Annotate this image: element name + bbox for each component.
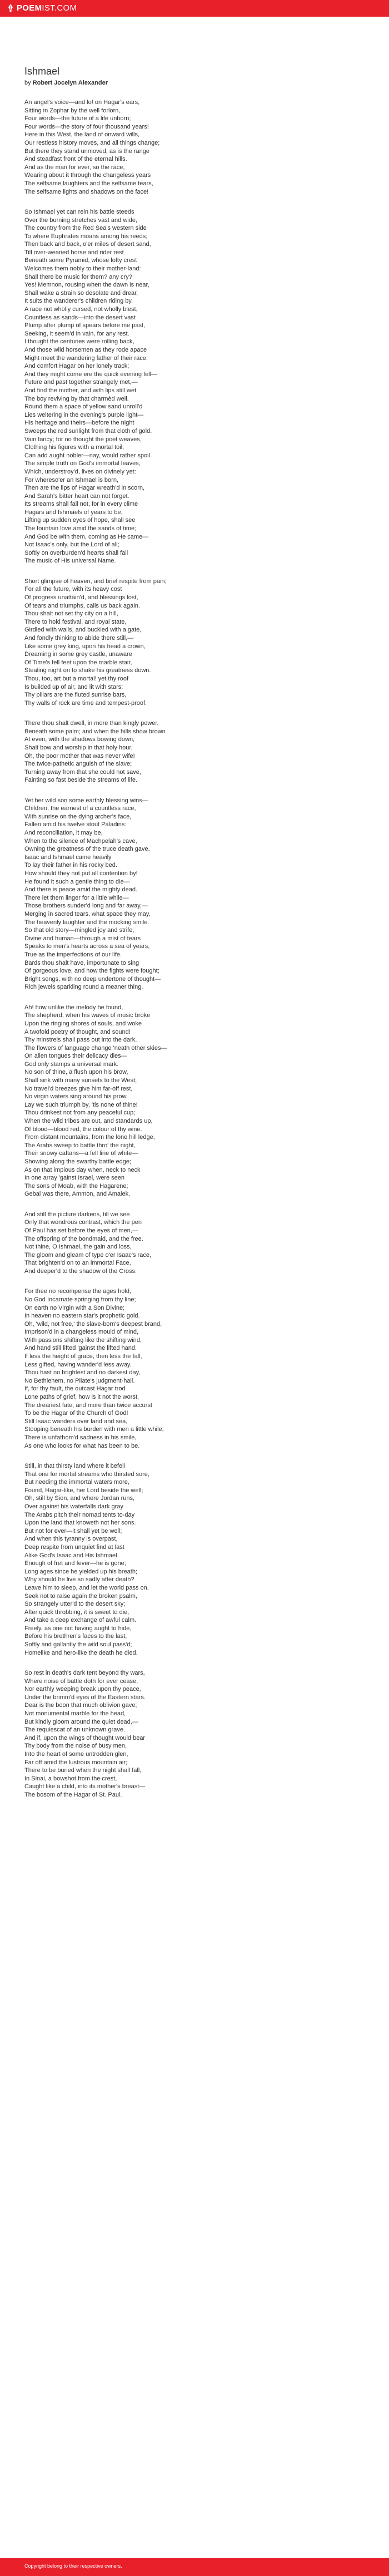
poem-line: The dreariest fate, and more than twice accurst xyxy=(24,1401,152,1409)
poem-line: Stooping beneath his burden with men a little while; xyxy=(24,1426,164,1433)
poem-line: When to the silence of Machpelah's cave, xyxy=(24,837,137,845)
poem-line: Thy body from the noise of busy men, xyxy=(24,1743,127,1750)
byline xyxy=(24,80,365,86)
poem-line: Lies weltering in the evening's purple light— xyxy=(24,411,144,418)
poem-line: And they might come ere the quick evening fell— xyxy=(24,371,158,378)
poem-line: At even, with the shadows bowing down, xyxy=(24,736,135,743)
poem-line: An angel's voice—and lo! on Hagar's ears, xyxy=(24,99,140,106)
site-header xyxy=(0,0,389,17)
quill-pen-icon xyxy=(8,4,13,12)
poem-line: I thought the centuries were rolling back, xyxy=(24,338,134,346)
poem-line: The boy reviving by that charmèd well. xyxy=(24,395,129,402)
poem-line: With passions shifting like the shifting wind, xyxy=(24,1336,142,1344)
poem-line: Then are the lips of Hagar wreath'd in scorn, xyxy=(24,485,145,492)
poem-line: Thou hast no brightest and no darkest day, xyxy=(24,1369,141,1376)
poem-line: So that old story—mingled joy and strife, xyxy=(24,927,134,934)
poem-line: Which, understroy'd, lives on divinely yet: xyxy=(24,468,136,475)
poem-line: Far off amid the lustrous mountain air; xyxy=(24,1759,128,1766)
poem-line: The gloom and gleam of type o'er Isaac's race, xyxy=(24,1251,151,1259)
stanza xyxy=(24,1287,365,1450)
poem-line: The offspring of the bondmaid, and the free. xyxy=(24,1235,143,1242)
poem-line: Girdled with walls, and buckled with a gate, xyxy=(24,626,142,634)
poem-line: Countless as sands—into the desert vast xyxy=(24,314,136,321)
poem-line: A twofold poetry of thought, and sound! xyxy=(24,1028,131,1035)
stanza xyxy=(24,208,365,565)
poem-line: Of blood—blood red, the colour of thy wine. xyxy=(24,1126,142,1133)
poem-line: Shall sink with many sunsets to the West; xyxy=(24,1077,137,1084)
poem-line: Where noise of battle doth for ever cease, xyxy=(24,1677,138,1685)
poem-line: So rest in death's dark tent beyond thy wars, xyxy=(24,1670,145,1677)
poem-line: From distant mountains, from the lone hill ledge, xyxy=(24,1134,155,1141)
poem-line: And steadfast front of the eternal hills. xyxy=(24,156,127,163)
poem-line: Hagars and Ishmaels of years to be, xyxy=(24,509,123,516)
poem-line: No travel'd breezes give him far-off rest, xyxy=(24,1085,133,1092)
poem-line: Not monumental marble for the head, xyxy=(24,1710,126,1718)
poem-line: But not for ever—it shall yet be well; xyxy=(24,1527,122,1534)
poem-line: Thy walls of rock are time and tempest-proof. xyxy=(24,699,147,707)
poem-line: God only stamps a universal mark. xyxy=(24,1060,119,1068)
poem-line: Long ages since he yielded up his breath; xyxy=(24,1568,138,1575)
poem-line: Thou, too, art but a mortal! yet thy roof xyxy=(24,675,129,682)
poem-line: The fountain love amid the sands of time; xyxy=(24,525,137,532)
poem-line: No Bethlehem, no Pilate's judgment-hall. xyxy=(24,1377,135,1384)
poem-line: Found, Hagar-like, her Lord beside the well; xyxy=(24,1487,143,1494)
poem-line: Plump after plump of spears before me past, xyxy=(24,322,146,329)
poem-line: In one array 'gainst Israel, were seen xyxy=(24,1175,125,1182)
poem-line: Sitting in Zophar by the well forlorn, xyxy=(24,107,121,114)
poem-line: Our restless history moves, and all things change; xyxy=(24,139,160,146)
poem-line: Alike God's Isaac and His Ishmael. xyxy=(24,1552,119,1559)
site-footer xyxy=(0,2558,389,2576)
poem-line: Thou shalt not set thy city on a hill, xyxy=(24,610,118,618)
poem-line: Might meet the wandering father of their race, xyxy=(24,354,148,362)
stanza xyxy=(24,1004,365,1198)
poem-line: Deep respite from unquiet find at last xyxy=(24,1543,124,1551)
poem-line: The shepherd, when his waves of music broke xyxy=(24,1012,151,1019)
poem-line: How should they not put all contention by! xyxy=(24,870,138,877)
poem-line: Thy minstrels shall pass out into the dark, xyxy=(24,1037,137,1044)
poem-line: That brighten'd on to an immortal Face, xyxy=(24,1260,131,1267)
poem-line: To be the Hagar of the Church of God! xyxy=(24,1410,128,1417)
logo-text-bold: POEM xyxy=(17,3,42,13)
poem-line: But needing the immortal waters more, xyxy=(24,1479,129,1486)
poem-line: On alien tongues their delicacy dies— xyxy=(24,1053,127,1060)
poem-line: Not thine, O Ishmael, the gain and loss, xyxy=(24,1243,132,1251)
poem-line: For thee no recompense the ages hold, xyxy=(24,1288,132,1295)
stanza xyxy=(24,578,365,708)
poem-line: Over against his waterfalls dark gray xyxy=(24,1503,123,1510)
poem-line: Less gifted, having wander'd less away. xyxy=(24,1361,132,1368)
poem-line: Enough of fret and fever—he is gone; xyxy=(24,1560,126,1567)
stanza xyxy=(24,797,365,991)
poem-line: The flowers of language change 'neath other skies— xyxy=(24,1044,167,1052)
poem-line: Welcomes them nobly to their mother-land: xyxy=(24,265,141,273)
poem-line: Oh, the poor mother that was never wife! xyxy=(24,752,135,759)
poem-line: Oh, 'wild, not free,' the slave-born's deepest brand, xyxy=(24,1320,162,1328)
poem-line: To where Euphrates moans among his reeds; xyxy=(24,233,148,240)
poem-line: There thou shalt dwell, in more than kingly power, xyxy=(24,720,159,727)
poem-line: In Sinai, a bowshot from the crest, xyxy=(24,1775,117,1782)
poem-line: For all the future, with its heavy cost xyxy=(24,586,122,593)
poem-line: Dreaming in some grey castle, unaware xyxy=(24,651,132,658)
poem-line: And Sarah's bitter heart can not forget. xyxy=(24,492,129,500)
poem-line: Its streams shall fail not, for in every clime xyxy=(24,501,138,508)
poem-line: And still the picture darkens, till we see xyxy=(24,1211,130,1218)
poem-line: And fondly thinking to abide there still,— xyxy=(24,635,134,641)
stanza xyxy=(24,1462,365,1657)
poem-line: And there is peace amid the mighty dead. xyxy=(24,886,138,894)
poem-line: Shall wake a strain so desolate and drear, xyxy=(24,289,138,297)
poem-line: Freely, as one not having aught to hide, xyxy=(24,1625,132,1632)
poem-line: For whereso'er an Ishmael is born, xyxy=(24,476,119,483)
poem-line: The sons of Moab, with the Hagarene; xyxy=(24,1182,128,1190)
poem-line: And deeper'd to the shadow of the Cross. xyxy=(24,1267,137,1275)
poem-line: When the wild tribes are out, and standards up, xyxy=(24,1118,153,1125)
poem-line: Of tears and triumphs, calls us back again. xyxy=(24,602,140,609)
poem-line: And God be with them, coming as He came— xyxy=(24,533,149,540)
poem-line: Sweeps the red sunlight from that cloth of gold. xyxy=(24,427,152,435)
poem-line: Into the heart of some untrodden glen, xyxy=(24,1750,128,1758)
poem-line: The Arabs sweep to battle thro' the night, xyxy=(24,1142,136,1149)
poem-line: Fainting so fast beside the streams of life. xyxy=(24,777,137,784)
poem-line: Of Time's fell feet upon the marble stair, xyxy=(24,659,132,666)
poem-line: Short glimpse of heaven, and brief respite from pain; xyxy=(24,578,167,585)
poem-line: As on that impious day when, neck to neck xyxy=(24,1166,141,1173)
poem-line: Dear is the boon that much oblivion gave; xyxy=(24,1702,137,1709)
poem-line: And take a deep exchange of awful calm. xyxy=(24,1617,137,1624)
poem-line: Till over-wearied horse and rider rest xyxy=(24,249,124,256)
poem-line: Those brothers sunder'd long and far away,— xyxy=(24,902,148,910)
poem-line: Rich jewels sparkling round a meaner thing. xyxy=(24,984,143,991)
poem-line: With sunrise on the dying archer's face, xyxy=(24,813,132,820)
poem-line: Lay we such triumph by, 'tis none of thine! xyxy=(24,1101,138,1108)
poem-line: Yes! Memnon, rousing when the dawn is near, xyxy=(24,282,149,289)
author-link[interactable]: Robert Jocelyn Alexander xyxy=(32,80,108,86)
poem-line: A race not wholly cursed, not wholly blest, xyxy=(24,306,138,313)
poem-title: Ishmael xyxy=(24,66,60,77)
poem-line: Softly and gallantly the wild soul pass'd; xyxy=(24,1641,132,1649)
poem-line: Of Paul has set before the eyes of men,— xyxy=(24,1227,138,1234)
poem-line: The simple truth on God's immortal leaves, xyxy=(24,460,141,467)
poem-line: And when this tyranny is overpast, xyxy=(24,1536,118,1543)
poem-line: No virgin waters sing around his prow. xyxy=(24,1093,128,1101)
poem-line: The selfsame laughters and the selfsame tears, xyxy=(24,180,153,187)
poem-line: The heavenly laughter and the mocking smile. xyxy=(24,919,149,926)
byline-prefix: by xyxy=(24,80,31,86)
poem-line: There to hold festival, and royal state, xyxy=(24,618,127,625)
poem-line: And if, upon the wings of thought would bear xyxy=(24,1734,146,1741)
poem-line: Upon the land that knoweth not her sons. xyxy=(24,1519,136,1527)
poem-line: Upon the ringing shores of souls, and woke xyxy=(24,1020,142,1027)
poem-line: And find the mother, and with lips still wet xyxy=(24,387,137,394)
poem-line: Children, the earnest of a countless race, xyxy=(24,805,136,812)
poem-line: He found it such a gentle thing to die— xyxy=(24,878,130,885)
poem-line: No God Incarnate springing from thy line; xyxy=(24,1296,136,1303)
poem-line: The Arabs pitch their nomad tents to-day xyxy=(24,1511,135,1518)
poem-line: Their snowy caftans—a fell line of white— xyxy=(24,1150,138,1157)
poem-line: Still Isaac wanders over land and sea, xyxy=(24,1418,128,1425)
poem-line: Of progress unattain'd, and blessings lost, xyxy=(24,594,138,601)
site-logo[interactable] xyxy=(8,3,77,13)
stanza xyxy=(24,98,365,196)
poem-line: So strangely utter'd to the desert sky; xyxy=(24,1601,126,1608)
poem-line: Wearing about it through the changeless years xyxy=(24,172,151,179)
poem-line: Like some grey king, upon his head a crown, xyxy=(24,643,146,650)
poem-line: And reconciliation, it may be, xyxy=(24,830,103,837)
poem-line: Over the burning stretches vast and wide, xyxy=(24,216,137,224)
poem-line: But kindly gloom around the quiet dead,— xyxy=(24,1718,138,1725)
poem-line: Owning the greatness of the truce death gave, xyxy=(24,846,150,853)
poem-line: Homelike and hero-like the death he died. xyxy=(24,1649,138,1656)
poem-line: Under the brimm'd eyes of the Eastern stars. xyxy=(24,1694,146,1701)
poem-line: Lifting up sudden eyes of hope, shall see xyxy=(24,517,136,524)
poem-line: There is unfathom'd sadness in his smile, xyxy=(24,1434,137,1442)
stanza xyxy=(24,1669,365,1799)
poem-line: On earth no Virgin with a Son Divine; xyxy=(24,1304,125,1311)
poem-line: Only that wondrous contrast, which the pen xyxy=(24,1219,142,1226)
poem-line: To lay their father in his rocky bed. xyxy=(24,862,117,869)
poem-line: The selfsame lights and shadows on the face! xyxy=(24,188,149,195)
poem-line: So Ishmael yet can rein his battle steeds xyxy=(24,208,134,215)
poem-line: Clothing his figures with a mortal toil, xyxy=(24,444,124,451)
poem-line: It suits the wanderer's children riding by. xyxy=(24,298,133,305)
poem-body xyxy=(24,98,365,1799)
poem-line: Can add aught nobler—nay, would rather spoil xyxy=(24,452,151,459)
poem-line: Vain fancy; for no thought the poet weaves, xyxy=(24,436,142,443)
stanza xyxy=(24,1211,365,1276)
poem-line: And hand still lifted 'gainst the lifted hand. xyxy=(24,1345,137,1352)
poem-line: The bosom of the Hagar of St. Paul. xyxy=(24,1791,122,1798)
poem-line: Beneath some Pyramid, whose lofty crest xyxy=(24,257,137,264)
poem-line: Of gorgeous love, and how the fights were fought; xyxy=(24,968,159,975)
poem-line: Thou drinkest not from any peaceful cup; xyxy=(24,1109,136,1117)
poem-line: Ah! how unlike the melody he found, xyxy=(24,1004,123,1011)
poem-content xyxy=(24,66,365,1811)
poem-line: Imprison'd in a changeless mould of mind, xyxy=(24,1329,139,1336)
poem-line: Leave him to sleep, and let the world pass on. xyxy=(24,1584,149,1591)
logo-text-light: IST.COM xyxy=(42,3,77,13)
poem-line: Showing along the swarthy battle edge; xyxy=(24,1158,132,1166)
stanza xyxy=(24,719,365,784)
poem-line: Future and past together strangely met,— xyxy=(24,379,138,386)
poem-line: Then back and back, o'er miles of desert sand, xyxy=(24,241,151,248)
poem-line: Seeking, it seem'd in vain, for any rest. xyxy=(24,330,129,337)
poem-line: As one who looks for what has been to be. xyxy=(24,1442,140,1449)
poem-line: Lone paths of grief, how is it not the worst, xyxy=(24,1394,139,1401)
poem-line: The music of His universal Name. xyxy=(24,557,116,565)
poem-line: Shall there be music for them? any cry? xyxy=(24,273,132,280)
poem-line: And as the man for ever, so the race, xyxy=(24,164,125,171)
poem-line: The requiescat of an unknown grave. xyxy=(24,1726,126,1734)
poem-line: Nor earthly weeping break upon thy peace, xyxy=(24,1686,141,1693)
poem-line: And those wild horsemen as they rode apace xyxy=(24,347,147,354)
poem-line: Bards thou shalt have, importunate to sing xyxy=(24,959,139,966)
poem-line: His heritage and theirs—before the night xyxy=(24,420,134,427)
poem-line: Four words—the story of four thousand years! xyxy=(24,123,149,130)
poem-line: True as the imperfections of our life. xyxy=(24,951,122,958)
poem-line: Here in this West, the land of onward wills, xyxy=(24,131,140,139)
poem-line: Beneath some palm; and when the hills show brown xyxy=(24,728,166,735)
poem-line: There let them linger for a little while— xyxy=(24,894,129,901)
poem-line: After quick throbbing, it is sweet to die, xyxy=(24,1608,129,1616)
poem-line: No son of thine, a flush upon his brow, xyxy=(24,1069,128,1076)
poem-line: Gebal was there, Ammon, and Amalek. xyxy=(24,1191,131,1198)
poem-line: Before his brethren's faces to the last, xyxy=(24,1633,127,1640)
poem-line: Speaks to men's hearts across a sea of years, xyxy=(24,943,150,950)
poem-line: Softly on overburden'd hearts shall fall xyxy=(24,549,128,556)
poem-line: Seek not to raise again the broken psalm, xyxy=(24,1592,138,1600)
copyright-text: Copyright belong to their respective owners. xyxy=(24,2563,122,2569)
poem-line: Round them a space of yellow sand unroll'd xyxy=(24,403,143,411)
poem-line: Stealing night on to shake his greatness down. xyxy=(24,667,151,674)
poem-line: Isaac and Ishmael came heavily xyxy=(24,853,112,861)
poem-line: Merging in sacred tears, what space they may, xyxy=(24,911,151,917)
poem-line: Yet her wild son some earthly blessing wins— xyxy=(24,797,148,804)
poem-line: Oh, still by Sion, and where Jordan runs, xyxy=(24,1495,135,1502)
poem-line: Divine and human—through a mist of tears xyxy=(24,935,141,942)
poem-line: If less the height of grace, then less the fall, xyxy=(24,1353,142,1360)
poem-line: If, for thy fault, the outcast Hagar trod xyxy=(24,1385,126,1393)
poem-line: The twice-pathetic anguish of the slave; xyxy=(24,761,132,768)
poem-line: Is builded up of air, and lit with stars; xyxy=(24,683,123,690)
poem-line: In heaven no eastern star's prophetic gold. xyxy=(24,1312,140,1320)
poem-line: Not Isaac's only, but the Lord of all; xyxy=(24,541,119,549)
poem-line: Bright songs, with no deep undertone of thought— xyxy=(24,975,161,983)
poem-line: That one for mortal streams who thirsted sore, xyxy=(24,1470,149,1478)
poem-line: There to be buried when the night shall fall, xyxy=(24,1767,142,1774)
poem-line: The country from the Red Sea's western side xyxy=(24,225,147,232)
poem-line: Thy pillars are the fluted sunrise bars, xyxy=(24,692,127,699)
poem-line: Still, in that thirsty land where it befell xyxy=(24,1463,125,1469)
poem-line: Fallen amid his twelve stout Paladins: xyxy=(24,821,127,828)
poem-line: Caught like a child, into its mother's breast— xyxy=(24,1783,146,1790)
poem-line: And comfort Hagar on her lonely track; xyxy=(24,363,129,370)
poem-line: Shalt bow and worship in that holy hour. xyxy=(24,744,133,751)
poem-line: Four words—the future of a life unborn; xyxy=(24,115,131,122)
poem-line: But there they stand unmoved, as is the range xyxy=(24,147,150,155)
poem-line: Turning away from that she could not save, xyxy=(24,768,141,776)
poem-line: Why should he live so sadly after death? xyxy=(24,1576,134,1583)
